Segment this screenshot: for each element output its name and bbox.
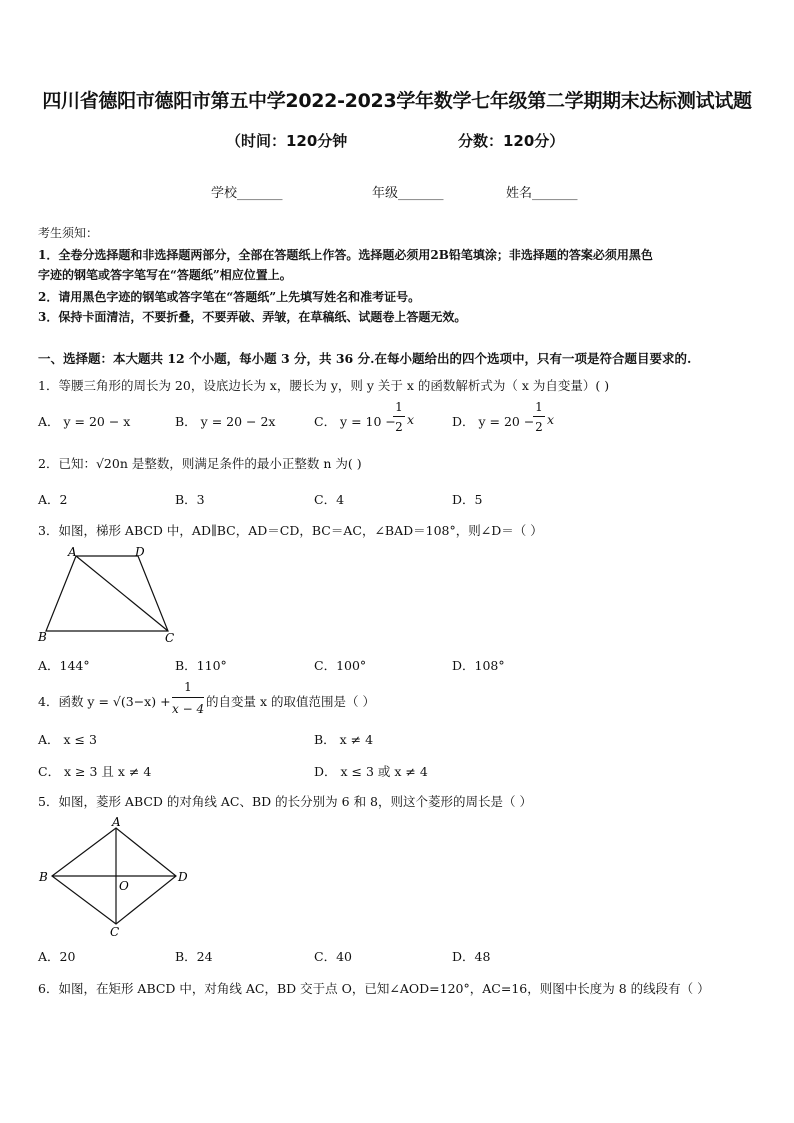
rhombus-figure (36, 814, 196, 938)
q2-option-a: A．2 (38, 492, 68, 507)
question-6-stem: 6．如图，在矩形 ABCD 中，对角线 AC，BD 交于点 O，已知∠AOD=120°，AC=16，则图中长度为 8 的线段有（ ） (38, 981, 710, 996)
question-3-stem: 3．如图，梯形 ABCD 中，AD∥BC，AD＝CD，BC＝AC，∠BAD＝108°，则∠D＝（ ） (38, 523, 543, 538)
label-a: A (68, 545, 77, 559)
q1-option-c: C． y = 10 − (314, 414, 396, 429)
question-5-stem: 5．如图，菱形 ABCD 的对角线 AC、BD 的长分别为 6 和 8，则这个菱形的周长是（ ） (38, 794, 532, 809)
q4-option-d: D． x ≤ 3 或 x ≠ 4 (314, 764, 428, 779)
note-1-cont: 字迹的钢笔或答字笔写在“答题纸”相应位置上。 (38, 268, 292, 282)
q3-option-c: C．100° (314, 658, 367, 673)
q2-option-d: D．5 (452, 492, 483, 507)
q1-option-a: A． y = 20 − x (38, 414, 131, 429)
q2-option-c: C．4 (314, 492, 345, 507)
note-3: 3．保持卡面清洁，不要折叠，不要弄破、弄皱，在草稿纸、试题卷上答题无效。 (38, 310, 467, 324)
q5-option-b: B．24 (175, 949, 213, 964)
label-c: C (165, 631, 175, 645)
q4-option-a: A． x ≤ 3 (38, 732, 97, 747)
q1-d-frac-bar (533, 416, 545, 417)
exam-time: （时间：120分钟 (226, 132, 348, 150)
exam-score: 分数：120分） (458, 132, 565, 150)
section-heading: 一、选择题：本大题共 12 个小题，每小题 3 分，共 36 分.在每小题给出的四个选项中，只有一项是符合题目要求的. (38, 351, 692, 366)
label-o: O (119, 879, 129, 893)
school-field: 学校_______ (211, 186, 283, 201)
q4-option-c: C． x ≥ 3 且 x ≠ 4 (38, 764, 152, 779)
q2-option-b: B．3 (175, 492, 205, 507)
q5-option-a: A．20 (38, 949, 76, 964)
label-b: B (38, 630, 47, 644)
note-2: 2．请用黑色字迹的钢笔或答字笔在“答题纸”上先填写姓名和准考证号。 (38, 290, 421, 304)
q4-frac-den: x − 4 (172, 702, 205, 716)
q1-d-frac-num: 1 (535, 400, 543, 414)
q1-c-frac-num: 1 (395, 400, 403, 414)
label-d: D (135, 545, 145, 559)
question-4-stem-tail: 的自变量 x 的取值范围是（ ） (206, 694, 375, 709)
q5-option-c: C．40 (314, 949, 352, 964)
grade-field: 年级_______ (372, 186, 444, 201)
q3-option-b: B．110° (175, 658, 227, 673)
q1-d-frac-den: 2 (535, 420, 543, 434)
label-c: C (110, 925, 120, 938)
note-1: 1．全卷分选择题和非选择题两部分，全部在答题纸上作答。选择题必须用2B铅笔填涂；非选择题的答案必须用黑色 (38, 248, 653, 262)
q5-option-d: D．48 (452, 949, 491, 964)
question-4-stem: 4．函数 y = √(3−x) + (38, 694, 171, 709)
q3-option-a: A．144° (38, 658, 90, 673)
notes-heading: 考生须知： (38, 226, 99, 240)
q3-option-d: D．108° (452, 658, 505, 673)
q1-option-b: B． y = 20 − 2x (175, 414, 276, 429)
q1-c-frac-bar (393, 416, 405, 417)
trapezoid-figure (36, 544, 186, 646)
q1-d-var: x (547, 412, 555, 427)
q4-frac-num: 1 (184, 680, 192, 694)
page-title: 四川省德阳市德阳市第五中学2022-2023学年数学七年级第二学期期末达标测试试题 (42, 90, 752, 112)
label-a: A (112, 815, 121, 829)
q4-option-b: B． x ≠ 4 (314, 732, 374, 747)
question-1-stem: 1．等腰三角形的周长为 20，设底边长为 x，腰长为 y，则 y 关于 x 的函数解析式为（ x 为自变量）( ) (38, 378, 610, 393)
question-2-stem: 2．已知：√20n 是整数，则满足条件的最小正整数 n 为( ) (38, 456, 362, 471)
label-d: D (178, 870, 188, 884)
trapezoid-outline (46, 556, 168, 631)
trapezoid-diagonal-ac (76, 556, 168, 631)
q4-frac-bar (172, 697, 204, 698)
name-field: 姓名_______ (506, 186, 578, 201)
label-b: B (39, 870, 48, 884)
q1-c-frac-den: 2 (395, 420, 403, 434)
q1-c-var: x (407, 412, 415, 427)
q1-option-d: D． y = 20 − (452, 414, 535, 429)
